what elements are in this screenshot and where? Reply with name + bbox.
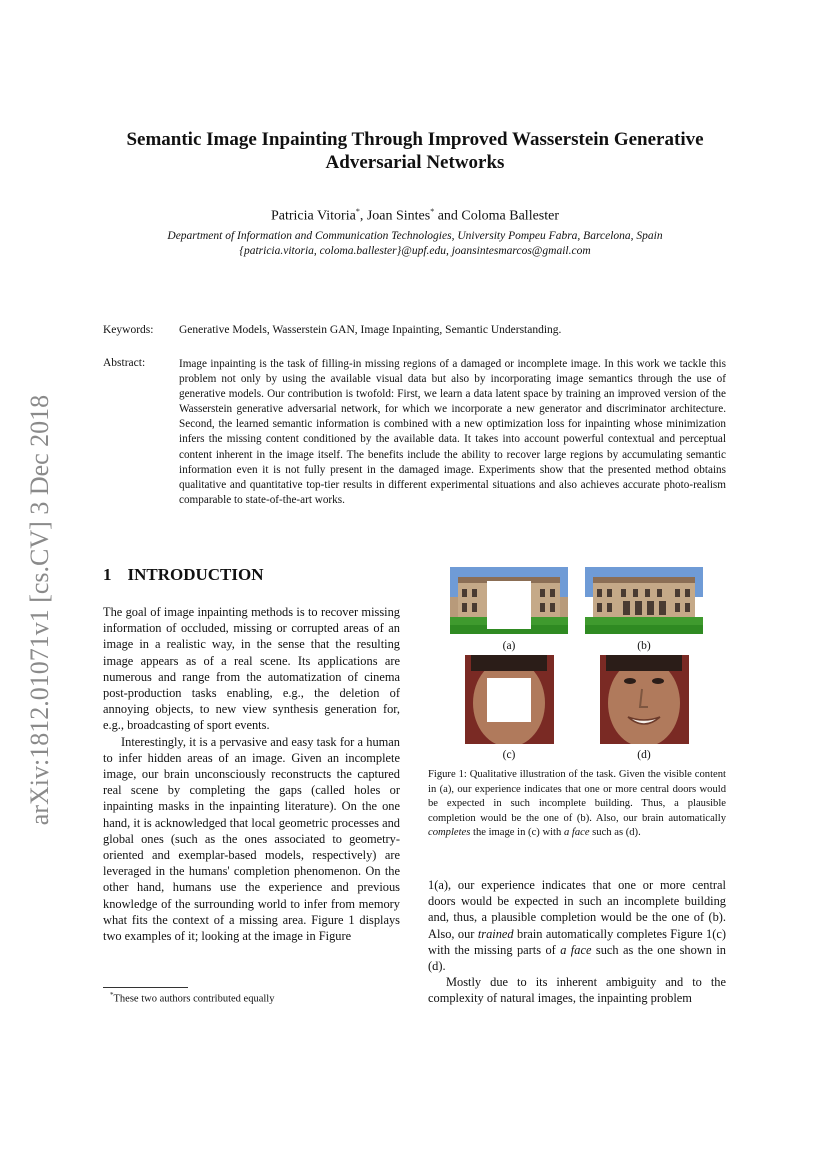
intro-paragraph-1: The goal of image inpainting methods is to recover missing information of occluded, missing or corrupted areas of an image in a realistic way, in the sense that the resulting image appears as of a real scene. Its applications are numerous and range from the automatization of cinema post-production tasks enabling, e.g., the deletion of annoying objects, to new view synthesis generation for, e.g., broadcasting of sport events.	[103, 605, 400, 733]
caption-part-2: the image in (c) with	[470, 827, 564, 838]
footnote-text: These two authors contributed equally	[113, 993, 275, 1005]
arxiv-id: arXiv:1812.01071v1 [cs.CV] 3 Dec 2018	[25, 394, 54, 826]
figure-label-d: (d)	[637, 749, 651, 761]
right-p1-part-1: 1(a), our experience indicates that one or more central doors would be expected in such an incomplete building and, thus, a plausible completion would be the one of (b). Also, our	[428, 878, 726, 941]
figure-label-a: (a)	[502, 640, 516, 652]
figure-d-face-complete	[600, 655, 689, 744]
abstract-label: Abstract:	[103, 357, 146, 369]
inpainting-mask	[487, 581, 531, 629]
right-paragraph-2: Mostly due to its inherent ambiguity and to the complexity of natural images, the inpainting problem	[428, 975, 726, 1006]
figure-label-b: (b)	[637, 640, 651, 652]
right-p1-emphasis-2: a face	[560, 942, 592, 957]
building-complete-illustration	[585, 567, 703, 634]
right-paragraph-1	[428, 877, 726, 974]
figure-caption	[428, 768, 726, 841]
caption-emphasis-1: completes	[428, 827, 471, 838]
keywords-label: Keywords:	[103, 324, 154, 336]
figure-label-c: (c)	[502, 749, 516, 761]
paper-title	[100, 128, 730, 174]
inpainting-mask-face	[487, 678, 531, 722]
face-complete-illustration	[600, 655, 689, 744]
affiliation-block	[100, 229, 730, 259]
caption-emphasis-2: a face	[563, 827, 590, 838]
left-column	[103, 604, 400, 944]
author-3: and Coloma Ballester	[434, 208, 560, 224]
author-1: Patricia Vitoria	[270, 208, 356, 224]
footnote	[110, 991, 274, 1005]
right-column	[428, 877, 726, 1007]
affiliation: Department of Information and Communication Technologies, University Pompeu Fabra, Barcelona, Spain	[167, 230, 663, 242]
title-line-2: Adversarial Networks	[325, 152, 505, 173]
section-title: INTRODUCTION	[127, 565, 264, 584]
right-p1-part-2: brain automatically completes Figure 1(c) with the missing parts of	[428, 926, 726, 957]
caption-part-1: Figure 1: Qualitative illustration of the task. Given the visible content in (a), our experience indicates that one or more central doors would be expected in such incomplete building. Thus, a plausible completion would be the one of (b). Also, our brain automatically	[428, 769, 726, 824]
section-number: 1	[103, 565, 112, 584]
abstract: Image inpainting is the task of filling-in missing regions of a damaged or incomplete image. In this work we tackle this problem not only by using the available visual data but also by incorporating image semantics through the use of generative models. Our contribution is twofold: First, we learn a data latent space by training an improved version of the Wasserstein generative adversarial network, for which we incorporate a new generator and discriminator architecture. Second, the learned semantic information is combined with a new optimization loss for inpainting whose minimization infers the missing content conditioned by the available data. It takes into account powerful contextual and perceptual content inherent in the image itself. The benefits include the ability to recover large regions by accumulating semantic information even it is not fully present in the damaged image. Experiments show that the presented method obtains qualitative and quantitative top-tier results in different experimental situations and also achieves accurate photo-realism comparable to state-of-the-art works.	[179, 358, 726, 506]
emails: {patricia.vitoria, coloma.ballester}@upf.edu, joansintesmarcos@gmail.com	[239, 245, 591, 257]
intro-paragraph-2: Interestingly, it is a pervasive and easy task for a human to infer hidden areas of an image. Given an incomplete image, our brain unconsciously reconstructs the captured real scene by completing the gaps (called holes or inpainting masks in the inpainting literature). On the one hand, it is acknowledged that local geometric processes and global ones (such as the ones associated to geometry-oriented and exemplar-based models, respectively) are leveraged in the humans' completion phenomenon. On the other hand, humans use the experience and previous knowledge of the surrounding world to infer from memory what fits the context of a missing area. Figure 1 displays two examples of it; looking at the image in Figure	[103, 734, 400, 944]
caption-part-3: such as (d).	[589, 827, 641, 838]
title-line-1: Semantic Image Inpainting Through Improved Wasserstein Generative	[126, 129, 704, 150]
footnote-rule	[103, 987, 188, 988]
footnote-mark: *	[110, 991, 114, 999]
author-2-mark: *	[430, 207, 435, 216]
author-1-mark: *	[355, 207, 360, 216]
right-p1-emphasis-1: trained	[477, 926, 514, 941]
authors	[100, 207, 730, 225]
keywords: Generative Models, Wasserstein GAN, Image Inpainting, Semantic Understanding.	[179, 324, 562, 336]
figure-b-building-complete	[585, 567, 703, 634]
author-2: , Joan Sintes	[359, 208, 431, 224]
arxiv-side-stamp	[20, 370, 60, 850]
section-heading	[103, 565, 264, 585]
right-p1-part-3: such as the one shown in (d).	[428, 942, 726, 974]
figure-a-building-masked	[450, 567, 568, 634]
figure-c-face-masked	[465, 655, 554, 744]
